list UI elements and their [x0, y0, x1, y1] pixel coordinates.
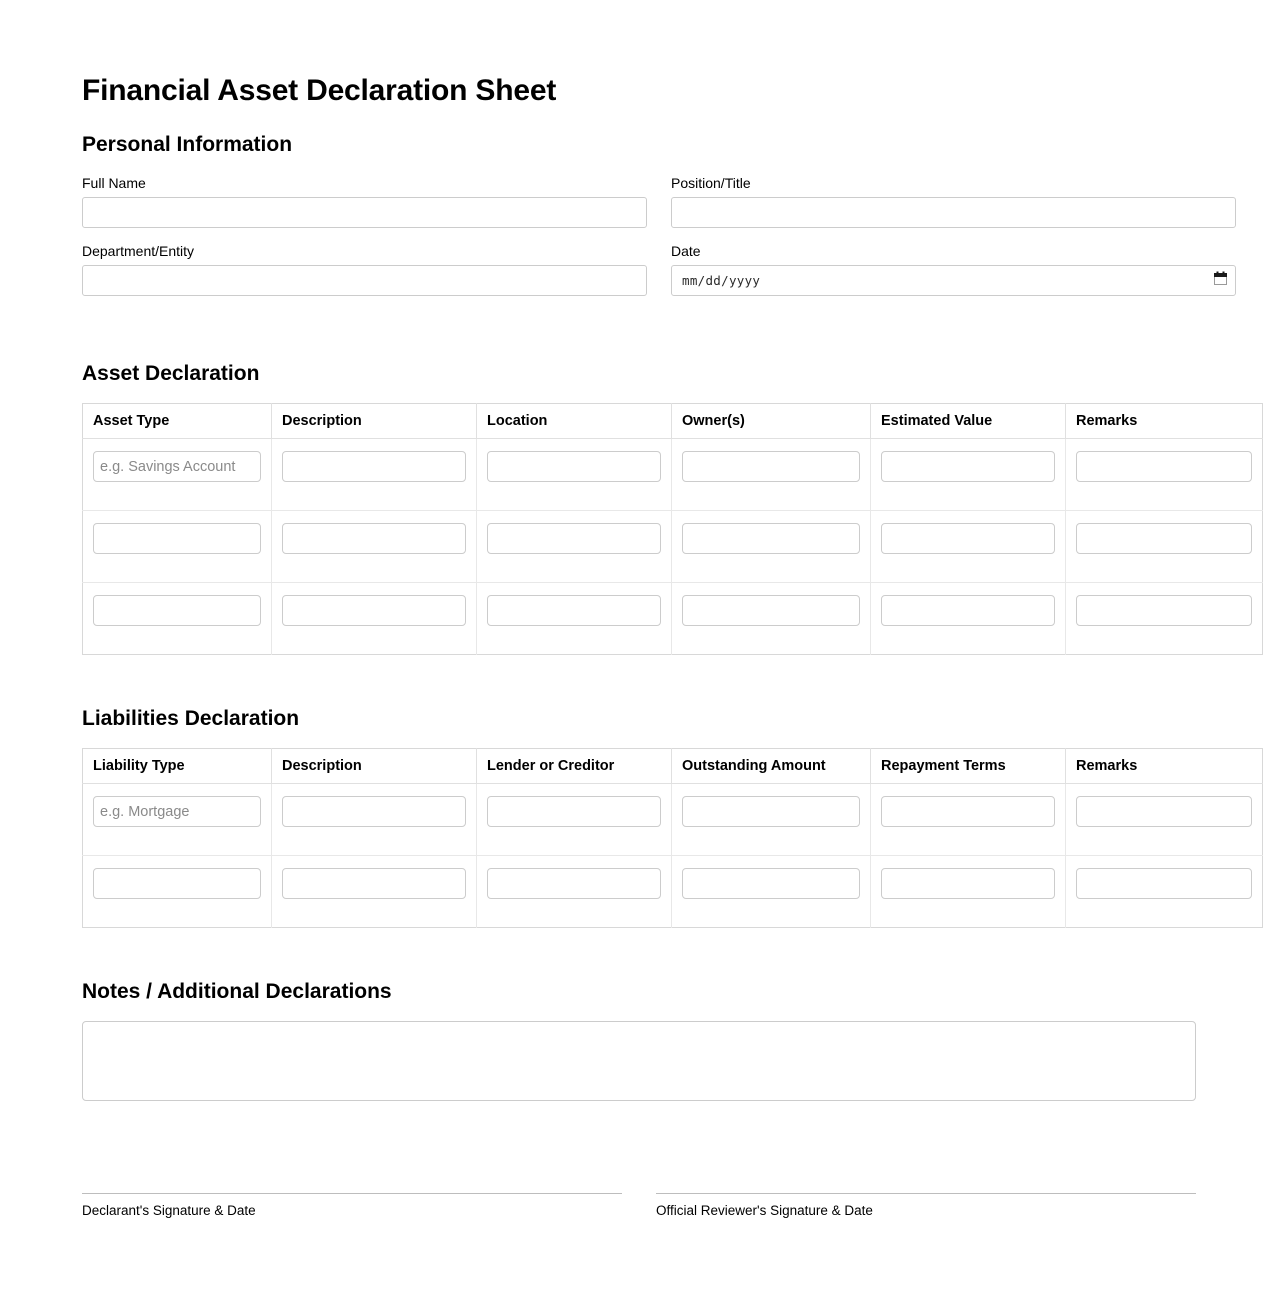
liabilities-table-head: [83, 749, 1263, 784]
asset-table-head: [83, 404, 1263, 439]
asset-col-header-estimated-value: Estimated Value: [871, 404, 1066, 439]
reviewer-signature-label: Official Reviewer's Signature & Date: [656, 1203, 873, 1219]
liability-cell-remarks: [1066, 784, 1263, 856]
asset-owners-input-row-1[interactable]: [682, 451, 860, 482]
asset-cell-owners: [672, 511, 871, 583]
liability-repayment-terms-input-row-2[interactable]: [881, 868, 1055, 899]
liability-lender-input-row-2[interactable]: [487, 868, 661, 899]
asset-col-header-location: Location: [477, 404, 672, 439]
table-row: [83, 511, 1263, 583]
liability-cell-liability-type: [83, 856, 272, 928]
field-full-name: [82, 174, 647, 228]
date-placeholder-text: mm/dd/yyyy: [682, 273, 761, 289]
liability-cell-outstanding-amount: [672, 856, 871, 928]
asset-col-header-asset-type: Asset Type: [83, 404, 272, 439]
table-row: [83, 439, 1263, 511]
liability-outstanding-amount-input-row-1[interactable]: [682, 796, 860, 827]
full-name-input[interactable]: [82, 197, 647, 228]
asset-remarks-input-row-1[interactable]: [1076, 451, 1252, 482]
signature-row: [82, 1193, 1196, 1220]
asset-cell-owners: [672, 583, 871, 655]
asset-cell-location: [477, 439, 672, 511]
liability-cell-description: [272, 784, 477, 856]
liability-cell-lender-or-creditor: [477, 856, 672, 928]
table-row: [83, 856, 1263, 928]
liabilities-table-body: [83, 784, 1263, 928]
asset-table-body: [83, 439, 1263, 655]
table-row: [83, 583, 1263, 655]
declarant-signature-block: [82, 1193, 622, 1220]
asset-estimated-value-input-row-1[interactable]: [881, 451, 1055, 482]
section-heading-personal-information: Personal Information: [82, 133, 293, 156]
section-heading-asset-declaration: Asset Declaration: [82, 362, 260, 386]
notes-textarea[interactable]: [82, 1021, 1196, 1101]
liability-type-input-row-2[interactable]: [93, 868, 261, 899]
liability-cell-lender-or-creditor: [477, 784, 672, 856]
liability-description-input-row-1[interactable]: [282, 796, 466, 827]
asset-cell-description: [272, 511, 477, 583]
asset-cell-asset-type: [83, 511, 272, 583]
liability-outstanding-amount-input-row-2[interactable]: [682, 868, 860, 899]
asset-description-input-row-1[interactable]: [282, 451, 466, 482]
personal-information-grid: [82, 174, 1196, 310]
liability-cell-remarks: [1066, 856, 1263, 928]
liability-cell-outstanding-amount: [672, 784, 871, 856]
asset-cell-remarks: [1066, 511, 1263, 583]
liability-col-header-repayment-terms: Repayment Terms: [871, 749, 1066, 784]
liability-repayment-terms-input-row-1[interactable]: [881, 796, 1055, 827]
declarant-signature-line: [82, 1193, 622, 1194]
liability-col-header-description: Description: [272, 749, 477, 784]
asset-location-input-row-1[interactable]: [487, 451, 661, 482]
full-name-label: Full Name: [82, 175, 146, 192]
section-heading-liabilities-declaration: Liabilities Declaration: [82, 707, 300, 731]
asset-cell-location: [477, 583, 672, 655]
asset-cell-description: [272, 439, 477, 511]
field-date: [671, 242, 1236, 296]
asset-remarks-input-row-2[interactable]: [1076, 523, 1252, 554]
liability-cell-repayment-terms: [871, 784, 1066, 856]
department-entity-label: Department/Entity: [82, 243, 195, 260]
asset-col-header-description: Description: [272, 404, 477, 439]
asset-cell-estimated-value: [871, 439, 1066, 511]
asset-cell-asset-type: [83, 439, 272, 511]
liability-remarks-input-row-1[interactable]: [1076, 796, 1252, 827]
department-entity-input[interactable]: [82, 265, 647, 296]
liability-col-header-remarks: Remarks: [1066, 749, 1263, 784]
field-position-title: [671, 174, 1236, 228]
asset-estimated-value-input-row-2[interactable]: [881, 523, 1055, 554]
asset-cell-remarks: [1066, 439, 1263, 511]
asset-declaration-table: [82, 403, 1263, 655]
asset-location-input-row-2[interactable]: [487, 523, 661, 554]
date-input[interactable]: [671, 265, 1236, 296]
asset-type-input-row-3[interactable]: [93, 595, 261, 626]
liability-lender-input-row-1[interactable]: [487, 796, 661, 827]
asset-cell-owners: [672, 439, 871, 511]
liability-col-header-lender-or-creditor: Lender or Creditor: [477, 749, 672, 784]
liability-type-input-row-1[interactable]: [93, 796, 261, 827]
asset-description-input-row-3[interactable]: [282, 595, 466, 626]
field-department-entity: [82, 242, 647, 296]
asset-cell-location: [477, 511, 672, 583]
asset-cell-remarks: [1066, 583, 1263, 655]
reviewer-signature-line: [656, 1193, 1196, 1194]
liability-col-header-outstanding-amount: Outstanding Amount: [672, 749, 871, 784]
liability-cell-liability-type: [83, 784, 272, 856]
asset-table-header-row: [83, 404, 1263, 439]
section-heading-notes: Notes / Additional Declarations: [82, 980, 392, 1004]
page-title: Financial Asset Declaration Sheet: [82, 74, 557, 107]
asset-description-input-row-2[interactable]: [282, 523, 466, 554]
asset-remarks-input-row-3[interactable]: [1076, 595, 1252, 626]
asset-type-input-row-2[interactable]: [93, 523, 261, 554]
liability-cell-description: [272, 856, 477, 928]
asset-cell-estimated-value: [871, 511, 1066, 583]
calendar-icon[interactable]: [1214, 271, 1227, 290]
asset-owners-input-row-2[interactable]: [682, 523, 860, 554]
liability-cell-repayment-terms: [871, 856, 1066, 928]
liability-col-header-liability-type: Liability Type: [83, 749, 272, 784]
liability-remarks-input-row-2[interactable]: [1076, 868, 1252, 899]
asset-owners-input-row-3[interactable]: [682, 595, 860, 626]
declarant-signature-label: Declarant's Signature & Date: [82, 1203, 256, 1219]
reviewer-signature-block: [656, 1193, 1196, 1220]
liability-description-input-row-2[interactable]: [282, 868, 466, 899]
asset-cell-asset-type: [83, 583, 272, 655]
asset-estimated-value-input-row-3[interactable]: [881, 595, 1055, 626]
asset-cell-description: [272, 583, 477, 655]
position-title-input[interactable]: [671, 197, 1236, 228]
liabilities-declaration-table: [82, 748, 1263, 928]
signature-gap: [622, 1193, 656, 1220]
asset-location-input-row-3[interactable]: [487, 595, 661, 626]
asset-col-header-owners: Owner(s): [672, 404, 871, 439]
date-label: Date: [671, 243, 701, 260]
position-title-label: Position/Title: [671, 175, 751, 192]
asset-col-header-remarks: Remarks: [1066, 404, 1263, 439]
asset-type-input-row-1[interactable]: [93, 451, 261, 482]
table-row: [83, 784, 1263, 856]
asset-cell-estimated-value: [871, 583, 1066, 655]
liabilities-table-header-row: [83, 749, 1263, 784]
